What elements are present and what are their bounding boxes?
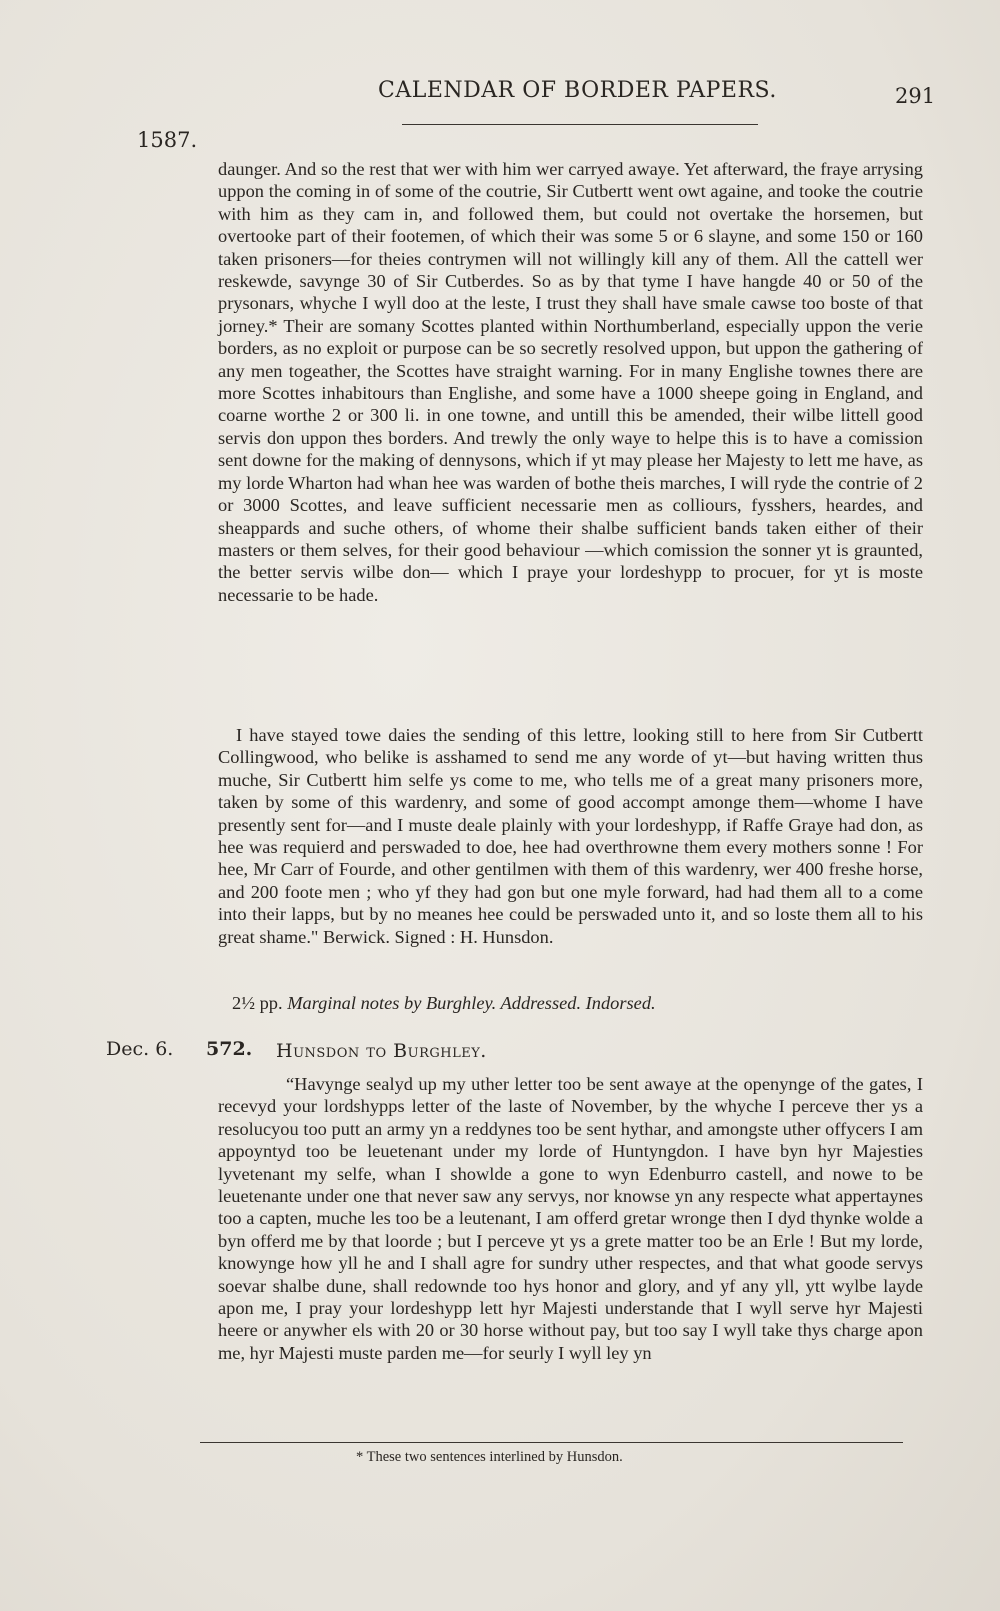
footnote: * These two sentences interlined by Hunsdon. [356,1449,623,1465]
letter-paragraph [218,1073,923,1364]
footnote-rule [200,1442,903,1443]
document-summary [232,993,656,1014]
second-paragraph-text: I have stayed towe daies the sending of this lettre, looking still to here from Sir Cutbertt Collingwood, who belike is asshamed to send me any worde of yt—but having written thus muche, Sir Cutbertt him selfe ys come to me, who tells me of a great many prisoners more, taken by some of this wardenry, and some of good accompt amonge them—whome I have presently sent for—and I muste deale plainly with your lordeshypp, if Raffe Graye had don, as hee was requierd and perswaded to doe, hee had overthrowne them every mothers sonne ! For hee, Mr Carr of Fourde, and other gentilmen with them of this wardenry, wer 400 freshe horse, and 200 foote men ; who yf they had gon but one myle forward, had had them all to a come into their lapps, but by no meanes hee could be perswaded unto it, and so loste them all to his great shame." Berwick. Signed : H. Hunsdon. [218,725,923,947]
entry-number: 572. [206,1038,253,1060]
letter-text: “Havynge sealyd up my uther letter too be sent awaye at the openynge of the gates, I recevyd your lordshypps letter of the laste of November, by the whyche I perceve ther ys a resolucyou too putt an army yn a reddynes too be sent hythar, and amongste uther offycers I am appoyntyd too be leuetenant under my lorde of Huntyngdon. I have byn hyr Majesties lyvetenant my selfe, whan I showlde a gone to wyn Edenburro castell, and nowe to be leuetenante under one that never saw any servys, nor knowse yn any respecte what appertaynes too a capten, muche les too be a leutenant, I am offerd gretar wronge then I dyd thynke wolde a byn offerd me by that loorde ; but I perceve yt ys a grete matter too be an Erle ! But my lorde, knowynge how yll he and I shall agre for sundry uther respectes, and that what goode servys soevar shalbe dune, shall redownde too hys honor and glory, and yf any yll, ytt wylbe layde apon me, I pray your lordeshypp lett hyr Majesti understande that I wyll serve hyr Majesti heere or anywher els with 20 or 30 horse without pay, but too say I wyll take thys charge apon me, hyr Majesti muste parden me—for seurly I wyll ley yn [218,1074,923,1363]
continuation-paragraph [218,158,923,606]
summary-notes: Marginal notes by Burghley. Addressed. Indorsed. [287,993,656,1013]
running-head: CALENDAR OF BORDER PAPERS. [378,78,777,103]
margin-year: 1587. [137,128,198,152]
page-number: 291 [895,84,936,108]
page-count: 2½ pp. [232,993,283,1013]
continuation-text: daunger. And so the rest that wer with him wer carryed awaye. Yet afterward, the fraye arrysing uppon the coming in of some of the coutrie, Sir Cutbertt went owt againe, and tooke the coutrie with him as they cam in, and followed them, but could not overtake the horsemen, but overtooke part of their footemen, of which their was some 5 or 6 slayne, and some 150 or 160 taken prisoners—for theies contrymen will not willingly kill any of them. All the cattell wer reskewde, savynge 30 of Sir Cutberdes. So as by that tyme I have hangde 40 or 50 of the prysonars, whyche I wyll doo at the leste, I trust they shall have smale cawse too boste of that jorney.* Their are somany Scottes planted within Northumberland, especially uppon the verie borders, as no exploit or purpose can be so secretly resolved uppon, but uppon the gathering of any men togeather, the Scottes have straight warning. For in many Englishe townes there are more Scottes inhabitours than Englishe, and some have a 1000 sheepe going in England, and coarne worthe 2 or 300 li. in one towne, and untill this be amended, their wilbe littell good servis don uppon thes borders. And trewly the only waye to helpe this is to have a comission sent downe for the making of dennysons, which if yt may please her Majesty to lett me have, as my lorde Wharton had whan hee was warden of bothe theis marches, I will ryde the contrie of 2 or 3000 Scottes, and leave sufficient necessarie men as colliours, fysshers, heardes, and sheappards and suche others, of whome their shalbe sufficient bands taken either of their masters or them selves, for their good behaviour —which comission the sonner yt is graunted, the better servis wilbe don— which I praye your lordeshypp to procuer, for yt is moste necessarie to be hade. [218,159,923,605]
second-paragraph [218,724,923,948]
margin-date: Dec. 6. [106,1038,174,1060]
entry-title: Hunsdon to Burghley. [276,1040,487,1062]
header-rule [402,124,758,125]
